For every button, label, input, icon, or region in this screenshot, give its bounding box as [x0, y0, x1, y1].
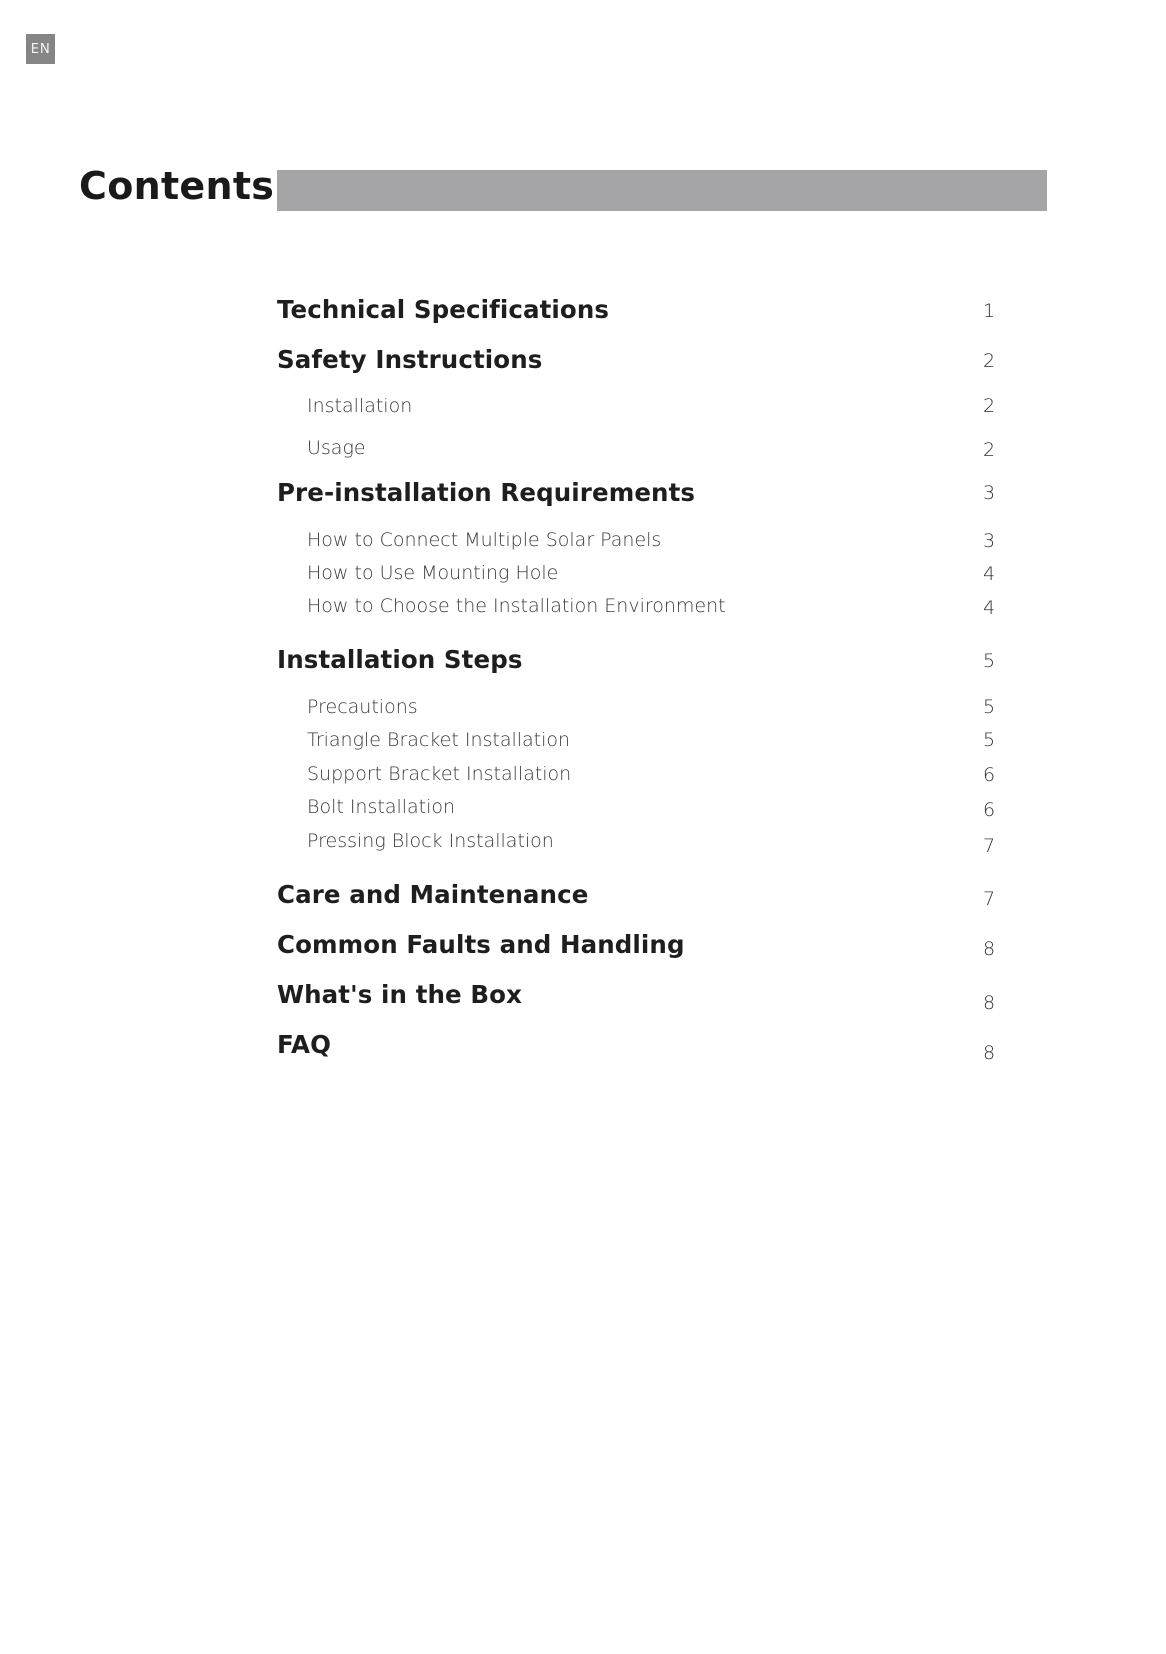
toc-page-number: 8	[983, 992, 996, 1014]
toc-page-number: 2	[983, 395, 996, 417]
toc-page-number: 8	[983, 1042, 996, 1064]
toc-page-number: 2	[983, 350, 996, 372]
toc-label: Installation	[307, 395, 413, 417]
toc-label: Precautions	[307, 696, 418, 718]
toc-page-number: 6	[983, 764, 996, 786]
toc-page-number: 4	[983, 597, 996, 619]
toc-page-number: 1	[983, 300, 996, 322]
toc-label: FAQ	[277, 1030, 332, 1059]
toc-page-number: 4	[983, 563, 996, 585]
toc-label: Safety Instructions	[277, 345, 543, 374]
toc-label: Care and Maintenance	[277, 880, 589, 909]
toc-label: Installation Steps	[277, 645, 523, 674]
toc-label: Usage	[307, 437, 366, 459]
toc-page-number: 3	[983, 530, 996, 552]
toc-page-number: 5	[983, 696, 996, 718]
toc-page-number: 6	[983, 799, 996, 821]
toc-page-number: 5	[983, 729, 996, 751]
toc-page-number: 7	[983, 835, 996, 857]
toc-page-number: 5	[983, 650, 996, 672]
page-title: Contents	[79, 164, 275, 208]
toc-label: How to Choose the Installation Environment	[307, 595, 726, 617]
toc-label: How to Use Mounting Hole	[307, 562, 559, 584]
toc-label: Common Faults and Handling	[277, 930, 685, 959]
toc-label: Pressing Block Installation	[307, 830, 554, 852]
toc-label: Triangle Bracket Installation	[307, 729, 571, 751]
toc-label: Technical Specifications	[277, 295, 610, 324]
toc-page-number: 7	[983, 888, 996, 910]
toc-label: Pre-installation Requirements	[277, 478, 696, 507]
toc-label: Bolt Installation	[307, 796, 456, 818]
toc-label: What's in the Box	[277, 980, 523, 1009]
toc-label: Support Bracket Installation	[307, 763, 572, 785]
language-tag: EN	[26, 34, 55, 64]
toc-page-number: 8	[983, 938, 996, 960]
toc-page-number: 3	[983, 482, 996, 504]
toc-page-number: 2	[983, 439, 996, 461]
toc-label: How to Connect Multiple Solar Panels	[307, 529, 662, 551]
